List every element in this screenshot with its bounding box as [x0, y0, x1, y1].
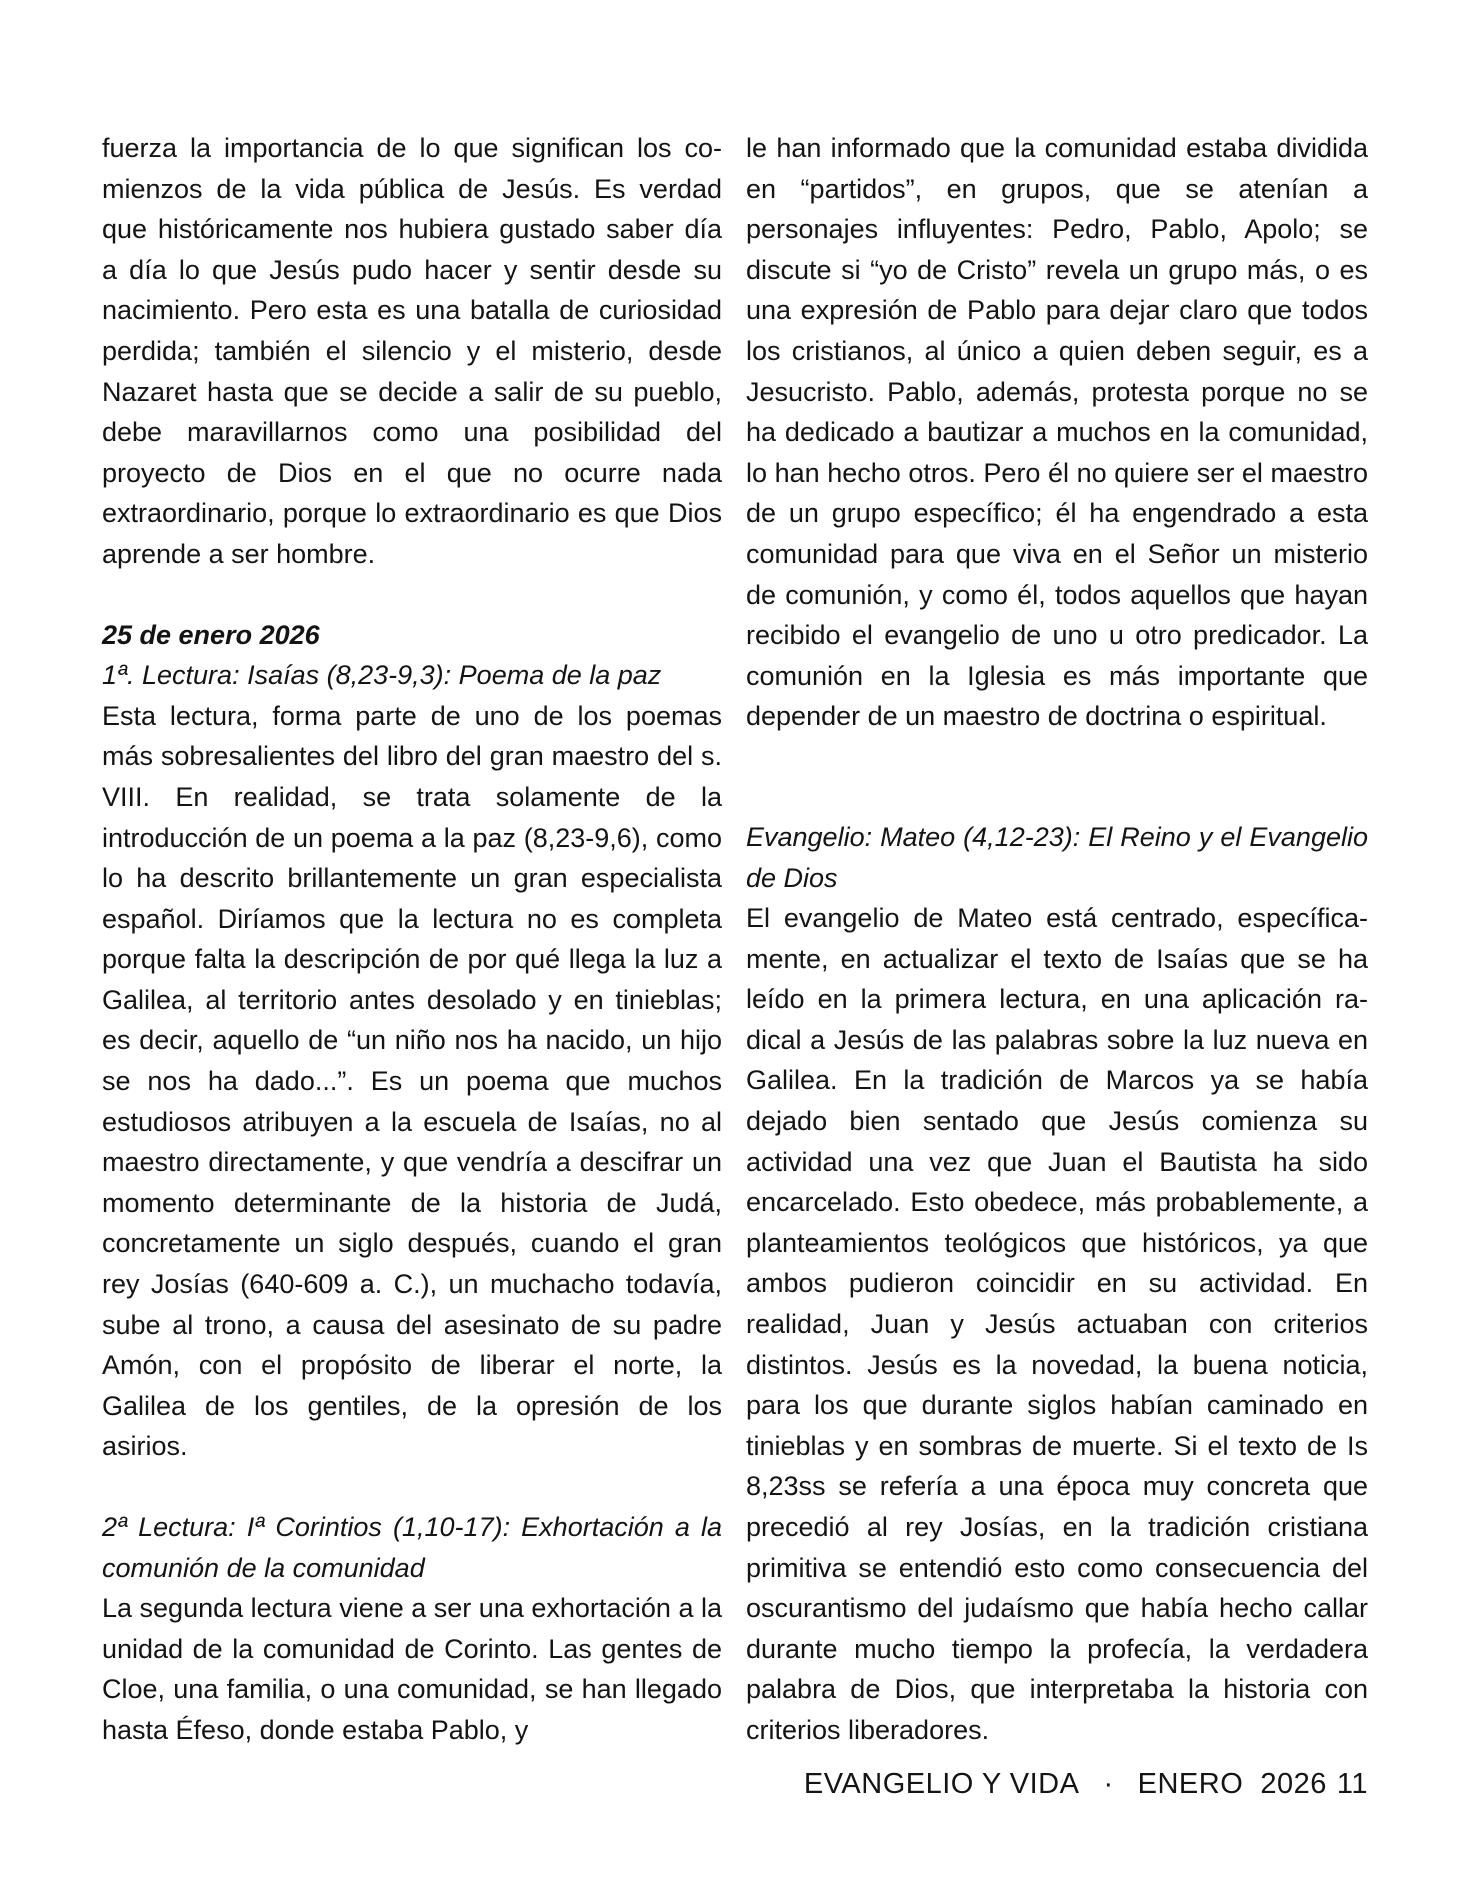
footer-separator: ·	[1103, 1768, 1114, 1800]
gospel-body: El evangelio de Mateo está centrado, específicamente, en actualizar el texto de Isaías que se ha leído en la primera lectura, en una aplicación radical a Jesús de las palabras sobre la luz nueva en Galilea. En la tradición de Marcos ya se había dejado bien sentado que Jesús comienza su actividad una vez que Juan el Bautista ha sido encarcelado. Esto obedece, más probablemente, a planteamientos teológicos que históricos, ya que ambos pudieron coincidir en su actividad. En realidad, Juan y Jesús actuaban con criterios distintos. Jesús es la novedad, la buena noticia, para los que durante siglos habían caminado en tinieblas y en sombras de muerte. Si el texto de Is 8,23ss se refería a una época muy concreta que precedió al rey Josías, en la tradición cristiana primitiva se entendió esto como consecuencia del oscurantismo del judaísmo que había hecho callar durante mucho tiempo la profecía, la verdadera palabra de Dios, que interpretaba la historia con criterios liberadores.	[746, 903, 1368, 1745]
intro-paragraph: fuerza la importancia de lo que significan los comienzos de la vida pública de Jesús. Es verdad que históricamente nos hubiera gustado saber día a día lo que Jesús pudo hacer y sentir desde su nacimiento. Pero esta es una batalla de curiosidad perdida; también el silencio y el misterio, desde Nazaret hasta que se decide a salir de su pueblo, debe maravillarnos como una posibilidad del proyecto de Dios en el que no ocurre nada extraordinario, porque lo extraordinario es que Dios aprende a ser hombre.	[102, 133, 722, 569]
left-column	[102, 128, 722, 1751]
publication-name: EVANGELIO Y VIDA	[803, 1768, 1080, 1800]
issue-date: ENERO 2026	[1137, 1768, 1327, 1800]
reading1-heading: 1ª. Lectura: Isaías (8,23-9,3): Poema de la paz	[102, 660, 662, 691]
spacer	[746, 737, 1368, 817]
gospel-heading: Evangelio: Mateo (4,12-23): El Reino y el Evangelio de Dios	[746, 821, 1368, 893]
reading2-heading: 2ª Lectura: Iª Corintios (1,10-17): Exhortación a la comunión de la comunidad	[102, 1512, 722, 1583]
reading1-body: Esta lectura, forma parte de uno de los poemas más sobresalientes del libro del gran maestro del s. VIII. En realidad, se trata solamente de la introducción de un poema a la paz (8,23-9,6), como lo ha descrito brillantemente un gran especialista español. Diríamos que la lectura no es completa porque falta la descripción de por qué llega la luz a Galilea, al territorio antes desolado y en tinieblas; es decir, aquello de “un niño nos ha nacido, un hijo se nos ha dado...”. Es un poema que muchos estudiosos atribuyen a la escuela de Isaías, no al maestro directamente, y que vendría a descifrar un momento determinante de la historia de Judá, concretamente un siglo después, cuando el gran rey Josías (640-609 a. C.), un muchacho todavía, sube al trono, a causa del asesinato de su padre Amón, con el propósito de liberar el norte, la Galilea de los gentiles, de la opresión de los asirios.	[102, 700, 722, 1462]
reading2-continued: le han informado que la comunidad estaba dividida en “partidos”, en grupos, que se atenían a personajes influyentes: Pedro, Pablo, Apolo; se discute si “yo de Cristo” revela un grupo más, o es una expresión de Pablo para dejar claro que todos los cristianos, al único a quien deben seguir, es a Jesucristo. Pablo, además, protesta porque no se ha dedicado a bautizar a muchos en la comunidad, lo han hecho otros. Pero él no quiere ser el maestro de un grupo específico; él ha engendrado a esta comunidad para que viva en el Señor un misterio de comunión, y como él, todos aquellos que hayan recibido el evangelio de uno u otro predicador. La comunión en la Iglesia es más importante que depender de un maestro de doctrina o espiritual.	[746, 133, 1368, 732]
date-heading: 25 de enero 2026	[102, 619, 320, 650]
spacer	[102, 575, 722, 615]
right-column	[746, 128, 1368, 1751]
page-footer	[0, 1768, 1368, 1801]
page-number: 11	[1336, 1768, 1368, 1800]
spacer	[102, 1467, 722, 1507]
reading2-body: La segunda lectura viene a ser una exhortación a la unidad de la comunidad de Corinto. Las gentes de Cloe, una familia, o una comunidad, se han llegado hasta Éfeso, donde estaba Pablo, y	[102, 1593, 722, 1745]
